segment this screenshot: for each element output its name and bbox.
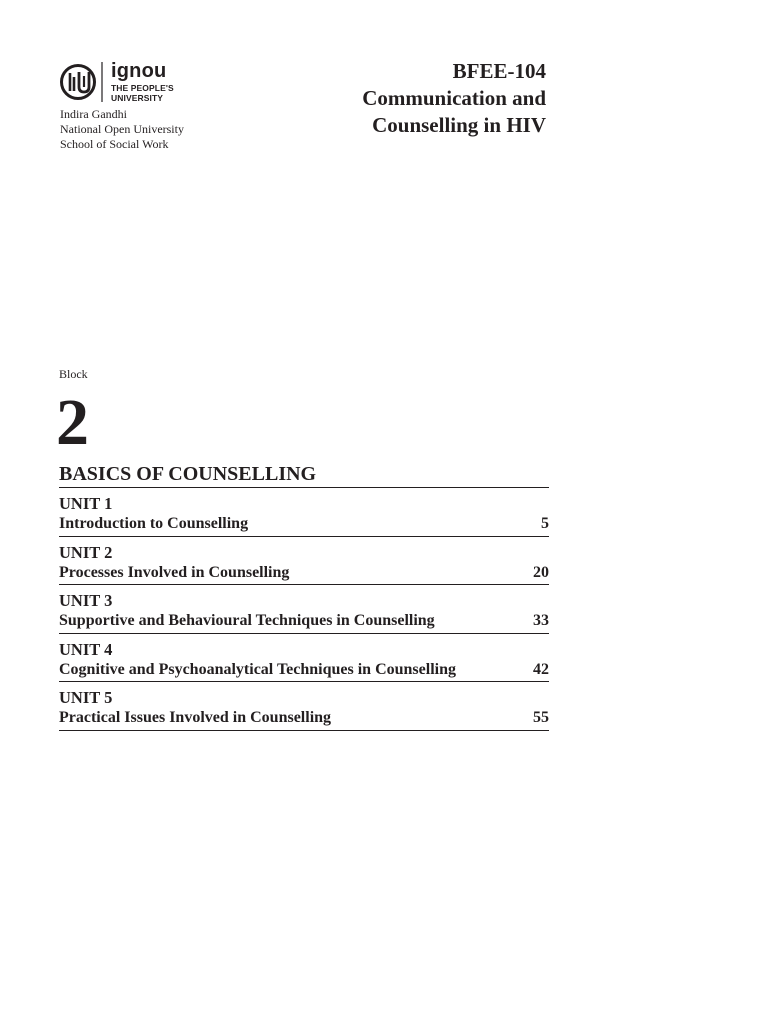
block-label: Block — [59, 367, 88, 381]
unit-label: UNIT 1 — [59, 494, 113, 513]
unit-title: Introduction to Counselling — [59, 515, 249, 532]
unit-row — [59, 541, 549, 586]
unit-title: Cognitive and Psychoanalytical Techniques in Counselling — [59, 660, 456, 678]
unit-row — [59, 686, 549, 731]
unit-page-number: 42 — [533, 660, 549, 678]
unit-page-number: 55 — [533, 709, 549, 726]
unit-row — [59, 492, 549, 537]
institution-line-2: National Open University — [60, 122, 184, 136]
unit-label: UNIT 4 — [59, 639, 113, 659]
logo-tagline-1: THE PEOPLE'S — [111, 83, 174, 93]
unit-title: Processes Involved in Counselling — [59, 563, 290, 581]
units-contents-list — [59, 492, 549, 735]
logo-tagline-2: UNIVERSITY — [111, 93, 164, 103]
logo-wordmark: ignou — [111, 60, 167, 82]
unit-page-number: 33 — [533, 612, 549, 629]
institution-line-1: Indira Gandhi — [60, 107, 127, 121]
course-code: BFEE-104 — [452, 59, 546, 83]
unit-title: Practical Issues Involved in Counselling — [59, 709, 332, 726]
course-heading — [362, 58, 546, 139]
block-title: BASICS OF COUNSELLING — [59, 462, 549, 488]
unit-row — [59, 638, 549, 683]
block-number: 2 — [56, 386, 89, 459]
course-title-line-2: Counselling in HIV — [372, 113, 546, 137]
unit-label: UNIT 5 — [59, 688, 113, 707]
unit-page-number: 20 — [533, 563, 549, 581]
unit-label: UNIT 2 — [59, 542, 113, 562]
institution-name — [60, 107, 184, 152]
institution-line-3: School of Social Work — [60, 137, 169, 151]
ignou-logo — [59, 60, 179, 104]
unit-row — [59, 589, 549, 634]
course-title-line-1: Communication and — [362, 86, 546, 110]
ignou-emblem-icon — [59, 60, 105, 104]
unit-page-number: 5 — [541, 515, 549, 532]
unit-title: Supportive and Behavioural Techniques in Counselling — [59, 612, 435, 629]
unit-label: UNIT 3 — [59, 591, 113, 610]
